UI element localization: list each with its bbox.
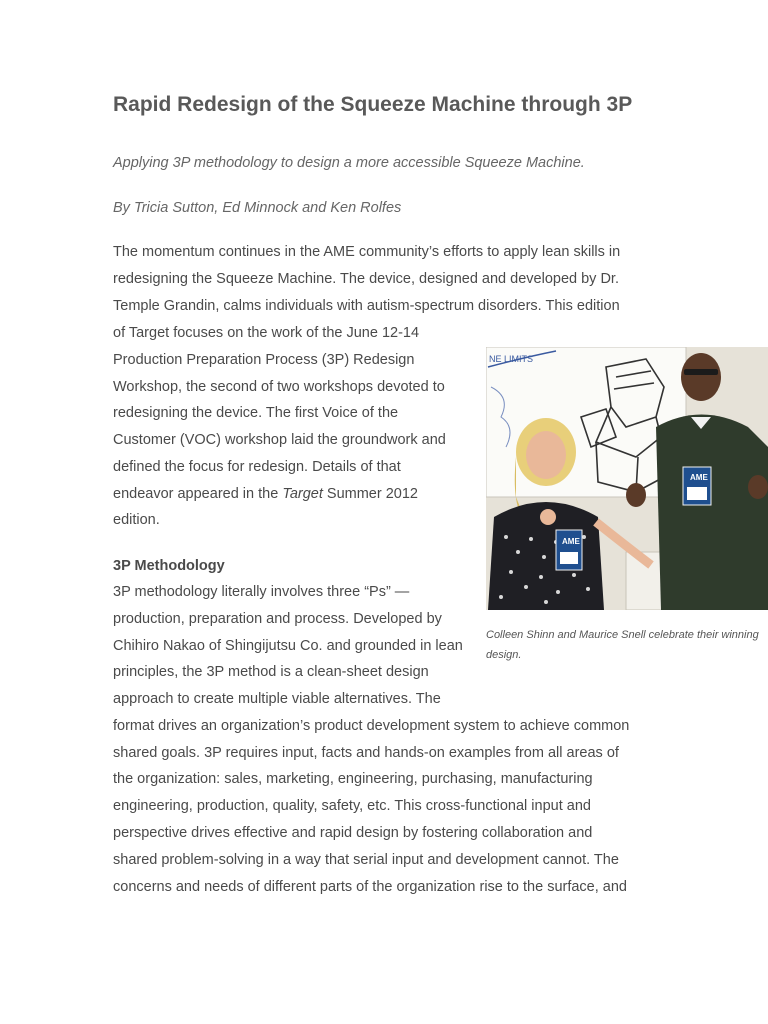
intro-line: of Target focuses on the work of the June 12-14 [113,325,420,341]
intro-line [113,484,418,504]
intro-line: redesigning the Squeeze Machine. The device, designed and developed by Dr. [113,271,619,287]
intro-line: redesigning the device. The first Voice of the [113,405,399,421]
caption-line: Colleen Shinn and Maurice Snell celebrate their winning [486,629,759,641]
body-line: Chihiro Nakao of Shingijutsu Co. and grounded in lean [113,638,463,654]
body-line: approach to create multiple viable alternatives. The [113,691,441,707]
publication-name: Target [282,486,323,502]
body-line: 3P methodology literally involves three “Ps” — [113,584,410,600]
caption-line: design. [486,649,522,661]
article-byline: By Tricia Sutton, Ed Minnock and Ken Rolfes [113,200,402,216]
body-line: principles, the 3P method is a clean-sheet design [113,664,429,680]
intro-line: Workshop, the second of two workshops devoted to [113,379,445,395]
intro-line-text: endeavor appeared in the [113,486,283,502]
body-line: concerns and needs of different parts of the organization rise to the surface, and [113,879,627,895]
photo-workshop-team [486,347,768,610]
body-line: production, preparation and process. Developed by [113,611,442,627]
body-line: engineering, production, quality, safety, etc. This cross-functional input and [113,798,591,814]
intro-line: edition. [113,512,160,528]
intro-line-text: Summer 2012 [322,486,418,502]
article-title: Rapid Redesign of the Squeeze Machine through 3P [113,93,633,116]
intro-line: defined the focus for redesign. Details of that [113,459,401,475]
body-line: shared problem-solving in a way that serial input and development cannot. The [113,852,619,868]
name-badge-text: AME [690,473,708,482]
article-subtitle: Applying 3P methodology to design a more accessible Squeeze Machine. [113,155,585,171]
body-line: format drives an organization’s product development system to achieve common [113,718,630,734]
body-line: perspective drives effective and rapid design by fostering collaboration and [113,825,593,841]
intro-line: The momentum continues in the AME community’s efforts to apply lean skills in [113,244,621,260]
body-line: the organization: sales, marketing, engineering, purchasing, manufacturing [113,771,593,787]
photo-illustration [486,347,768,610]
intro-line: Temple Grandin, calms individuals with autism-spectrum disorders. This edition [113,298,620,314]
intro-line: Production Preparation Process (3P) Redesign [113,352,415,368]
name-badge-text: AME [562,537,580,546]
body-line: shared goals. 3P requires input, facts and hands-on examples from all areas of [113,745,619,761]
intro-line: Customer (VOC) workshop laid the groundwork and [113,432,446,448]
photo-caption [486,625,768,665]
whiteboard-text: NE LIMITS [489,354,534,364]
section-heading: 3P Methodology [113,558,225,574]
